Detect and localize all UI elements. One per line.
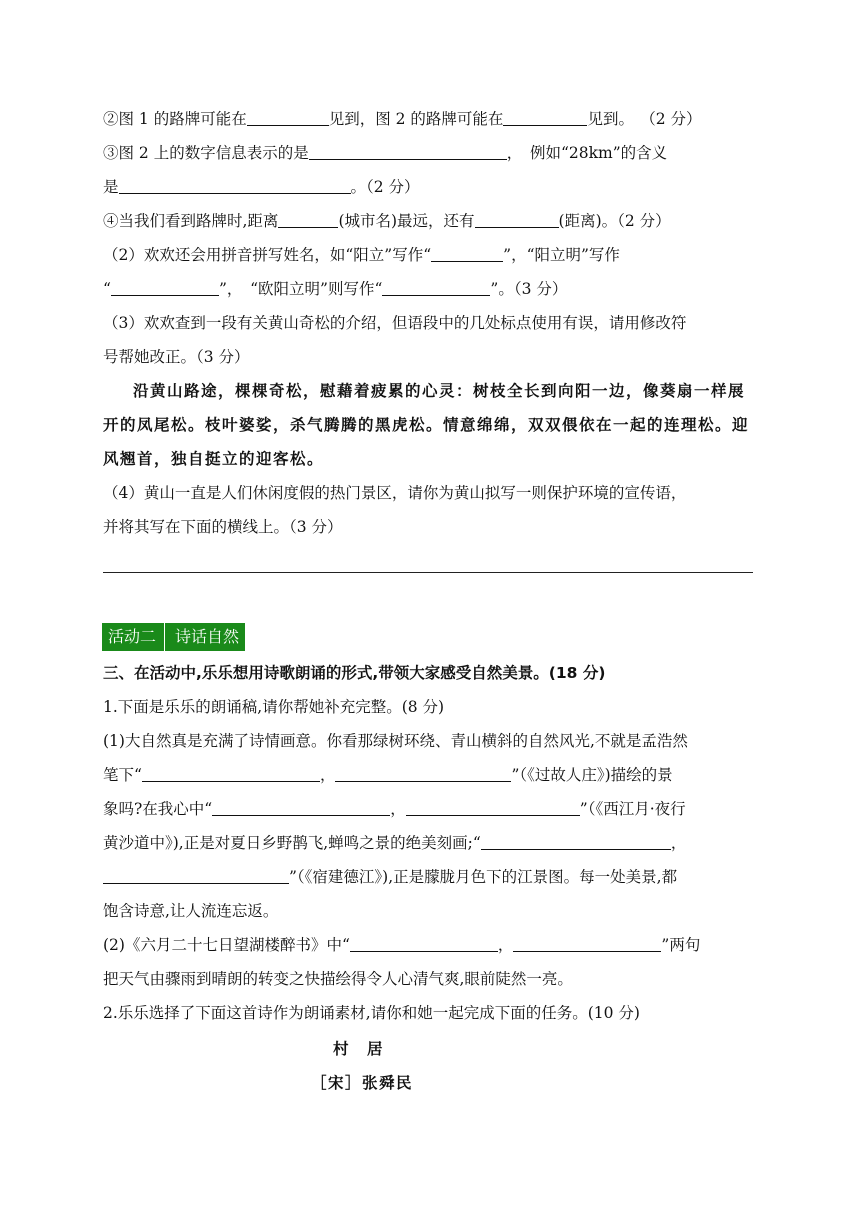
text: ”（《宿建德江》),正是朦胧月色下的江景图。每一处美景,都 xyxy=(289,868,678,886)
para-line-5 xyxy=(103,860,763,894)
answer-blank[interactable] xyxy=(481,831,671,850)
answer-blank[interactable] xyxy=(503,107,587,126)
answer-blank[interactable] xyxy=(103,865,289,884)
poem-title: 村 居 xyxy=(333,1039,385,1058)
q-line-10: 并将其写在下面的横线上。（3 分） xyxy=(103,518,343,536)
answer-blank[interactable] xyxy=(382,277,490,296)
text: ②图 1 的路牌可能在 xyxy=(103,110,247,128)
text: ， xyxy=(497,936,514,954)
para-line-2 xyxy=(103,758,763,792)
divider xyxy=(164,623,165,651)
text: 象吗?在我心中“ xyxy=(103,800,213,818)
task-2: 2.乐乐选择了下面这首诗作为朗诵素材,请你和她一起完成下面的任务。(10 分) xyxy=(103,1004,640,1022)
q-line-9: （4）黄山一直是人们休闲度假的热门景区，请你为黄山拟写一则保护环境的宣传语， xyxy=(103,484,687,502)
answer-blank[interactable] xyxy=(335,763,511,782)
answer-blank[interactable] xyxy=(247,107,329,126)
q-line-7: （3）欢欢查到一段有关黄山奇松的介绍，但语段中的几处标点使用有误，请用修改符 xyxy=(103,314,687,332)
answer-blank[interactable] xyxy=(212,797,390,816)
text: ， xyxy=(670,834,687,852)
para-line-4 xyxy=(103,826,763,860)
activity-title: 诗话自然 xyxy=(175,627,240,646)
q-line-8: 号帮她改正。（3 分） xyxy=(103,348,250,366)
passage-line-1: 沿黄山路途，棵棵奇松，慰藉着疲累的心灵：树枝全长到向阳一边，像葵扇一样展 xyxy=(133,381,746,400)
text: ”（《西江月·夜行 xyxy=(579,800,686,818)
answer-blank[interactable] xyxy=(142,763,320,782)
text: ③图 2 上的数字信息表示的是 xyxy=(103,144,309,162)
answer-blank[interactable] xyxy=(111,277,219,296)
section-three xyxy=(103,656,763,1100)
answer-blank[interactable] xyxy=(406,797,580,816)
q-line-2 xyxy=(103,136,763,170)
text: (2)《六月二十七日望湖楼醉书》中“ xyxy=(103,936,350,954)
para-line-8: 把天气由骤雨到晴朗的转变之快描绘得令人心清气爽,眼前陡然一亮。 xyxy=(103,970,573,988)
text: 见到。 xyxy=(587,110,634,128)
answer-line[interactable] xyxy=(103,572,753,573)
text: “ xyxy=(103,280,111,298)
text: ”。（3 分） xyxy=(490,280,568,298)
text: ， 例如“28km”的含义 xyxy=(506,144,668,162)
q-line-6 xyxy=(103,272,763,306)
text: ”，“阳立明”写作 xyxy=(503,246,620,264)
text: 。（2 分） xyxy=(350,178,420,196)
q-line-1 xyxy=(103,102,763,136)
para-line-7 xyxy=(103,928,763,962)
text: ， xyxy=(319,766,336,784)
text: ”两句 xyxy=(661,936,701,954)
question-block xyxy=(103,102,763,544)
text: 见到，图 2 的路牌可能在 xyxy=(328,110,504,128)
text: ， xyxy=(390,800,406,818)
answer-blank[interactable] xyxy=(431,243,503,262)
text: ④当我们看到路牌时,距离 xyxy=(103,212,279,230)
answer-blank[interactable] xyxy=(309,141,507,160)
answer-blank[interactable] xyxy=(350,933,498,952)
text: ”（《过故人庄》)描绘的景 xyxy=(511,766,673,784)
passage-line-2: 开的凤尾松。枝叶婆娑，杀气腾腾的黑虎松。情意绵绵，双双偎依在一起的连理松。迎 xyxy=(103,415,750,434)
q-line-3 xyxy=(103,170,763,204)
answer-blank[interactable] xyxy=(475,209,559,228)
answer-blank[interactable] xyxy=(278,209,338,228)
answer-blank[interactable] xyxy=(513,933,661,952)
text: ”， “欧阳立明”则写作“ xyxy=(218,280,383,298)
score: （2 分） xyxy=(647,110,702,128)
text: 是 xyxy=(103,178,119,196)
q-line-5 xyxy=(103,238,763,272)
text: (距离)。（2 分） xyxy=(558,212,671,230)
poem-author: ［宋］张舜民 xyxy=(311,1073,414,1092)
activity-label: 活动二 xyxy=(108,627,157,646)
passage-line-3: 风翘首，独自挺立的迎客松。 xyxy=(103,449,325,468)
q-line-4 xyxy=(103,204,763,238)
text: 黄沙道中》),正是对夏日乡野鹊飞,蝉鸣之景的绝美刻画;“ xyxy=(103,834,481,852)
activity-badge xyxy=(102,623,245,651)
para-line-3 xyxy=(103,792,763,826)
task-1: 1.下面是乐乐的朗诵稿,请你帮她补充完整。(8 分) xyxy=(103,698,445,716)
text: （2）欢欢还会用拼音拼写姓名，如“阳立”写作“ xyxy=(103,246,432,264)
para-line-6: 饱含诗意,让人流连忘返。 xyxy=(103,902,279,920)
section-heading: 三、在活动中,乐乐想用诗歌朗诵的形式,带领大家感受自然美景。(18 分) xyxy=(103,664,606,682)
para-line-1: (1)大自然真是充满了诗情画意。你看那绿树环绕、青山横斜的自然风光,不就是孟浩然 xyxy=(103,732,688,750)
answer-blank[interactable] xyxy=(119,175,351,194)
text: (城市名)最远，还有 xyxy=(338,212,475,230)
text: 笔下“ xyxy=(103,766,142,784)
